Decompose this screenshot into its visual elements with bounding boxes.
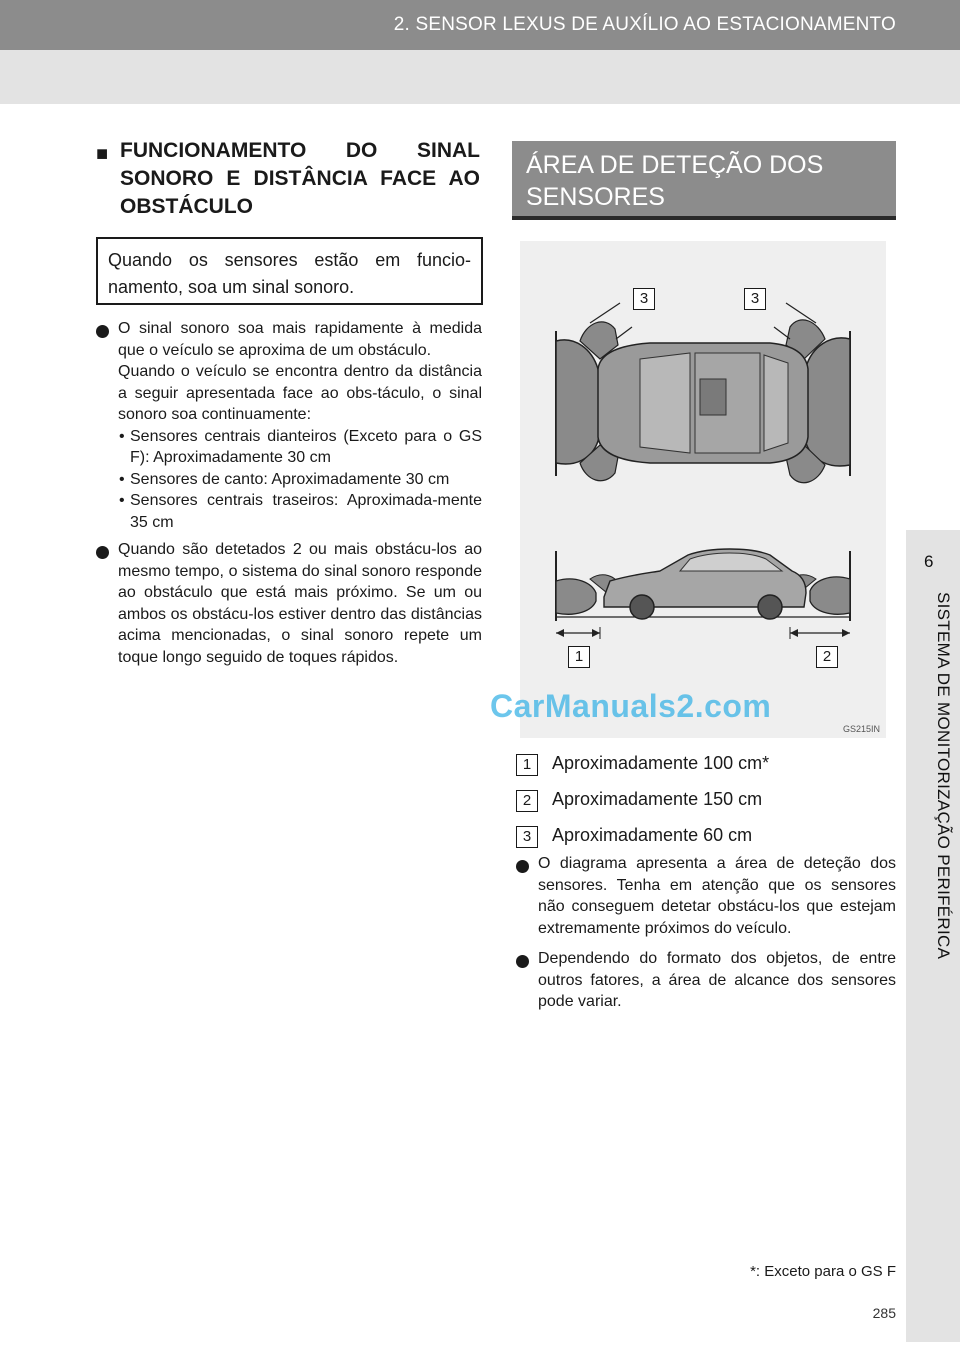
section-header-title: 2. SENSOR LEXUS DE AUXÍLIO AO ESTACIONAMENTO [393, 14, 896, 35]
subsection-heading [96, 137, 480, 221]
legend-item [516, 750, 896, 786]
callout-3-left: 3 [633, 288, 655, 310]
page-number: 285 [872, 1305, 896, 1321]
callout-1: 1 [568, 646, 590, 668]
bullet-item [96, 318, 482, 533]
rear-side-area [810, 577, 850, 614]
callout-3-right: 3 [744, 288, 766, 310]
left-bullet-list [96, 318, 482, 668]
bullet-dot-icon [96, 325, 109, 338]
sensor-area-diagram [520, 241, 886, 738]
bullet-item [516, 853, 896, 939]
bullet-item [516, 948, 896, 1013]
bullet-paragraph: O diagrama apresenta a área de deteção dos sensores. Tenha em atenção que os sensores não conseguem detetar obstácu-los que estejam extremamente próximos do veículo. [538, 855, 896, 937]
legend-number: 2 [516, 790, 538, 812]
sub-bullet-item: • Sensores centrais traseiros: Aproximada-mente 35 cm [118, 490, 482, 533]
subsection-heading-text: FUNCIONAMENTO DO SINAL SONORO E DISTÂNCIA FACE AO OBSTÁCULO [120, 139, 480, 218]
legend-item [516, 786, 896, 822]
bullet-paragraph: Quando são detetados 2 ou mais obstácu-los ao mesmo tempo, o sistema do sinal sonoro responde ao obstáculo que está mais próximo. Se um ou ambos os obstácu-los estiver dentro das distâncias acima mencionadas, o sinal sonoro repete um toque longo seguido de toques rápidos. [118, 541, 482, 666]
figure-code: GS215IN [842, 724, 880, 734]
front-side-area [556, 579, 596, 614]
bullet-paragraph: Quando o veículo se encontra dentro da distância a seguir apresentada face ao obs-táculo, o sinal sonoro soa continuamente: [118, 363, 482, 423]
legend-label: Aproximadamente 150 cm [552, 789, 763, 809]
rear-detection-area [803, 338, 850, 466]
chapter-title-vertical: SISTEMA DE MONITORIZAÇÃO PERIFÉRICA [934, 592, 953, 960]
bullet-dot-icon [96, 546, 109, 559]
section-title-box: ÁREA DE DETEÇÃO DOS SENSORES [512, 141, 896, 220]
footnote: *: Exceto para o GS F [750, 1263, 896, 1280]
callout-2: 2 [816, 646, 838, 668]
front-detection-area [556, 340, 602, 464]
sub-bullet-item: • Sensores centrais dianteiros (Exceto para o GS F): Aproximadamente 30 cm [118, 426, 482, 469]
right-bullet-list [516, 853, 896, 1022]
bullet-dot-icon [516, 860, 529, 873]
bullet-dot-icon [516, 955, 529, 968]
legend-label: Aproximadamente 60 cm [552, 825, 753, 845]
bullet-paragraph: O sinal sonoro soa mais rapidamente à medida que o veículo se aproxima de um obstáculo. [118, 320, 482, 359]
chapter-number: 6 [924, 552, 934, 571]
diagram-legend [516, 750, 896, 858]
sub-bullet-item: • Sensores de canto: Aproximadamente 30 cm [118, 469, 482, 491]
header-bar [0, 0, 960, 50]
legend-number: 3 [516, 826, 538, 848]
side-tab-top [906, 104, 960, 530]
header-band [0, 50, 960, 104]
bullet-paragraph: Dependendo do formato dos objetos, de entre outros fatores, a área de alcance dos sensores pode variar. [538, 950, 896, 1010]
bullet-item [96, 539, 482, 668]
watermark-text: CarManuals2.com [490, 688, 772, 724]
legend-number: 1 [516, 754, 538, 776]
legend-label: Aproximadamente 100 cm* [552, 753, 770, 773]
square-marker-icon: ■ [96, 143, 109, 165]
boxed-note: Quando os sensores estão em funcio-namento, soa um sinal sonoro. [96, 237, 483, 305]
